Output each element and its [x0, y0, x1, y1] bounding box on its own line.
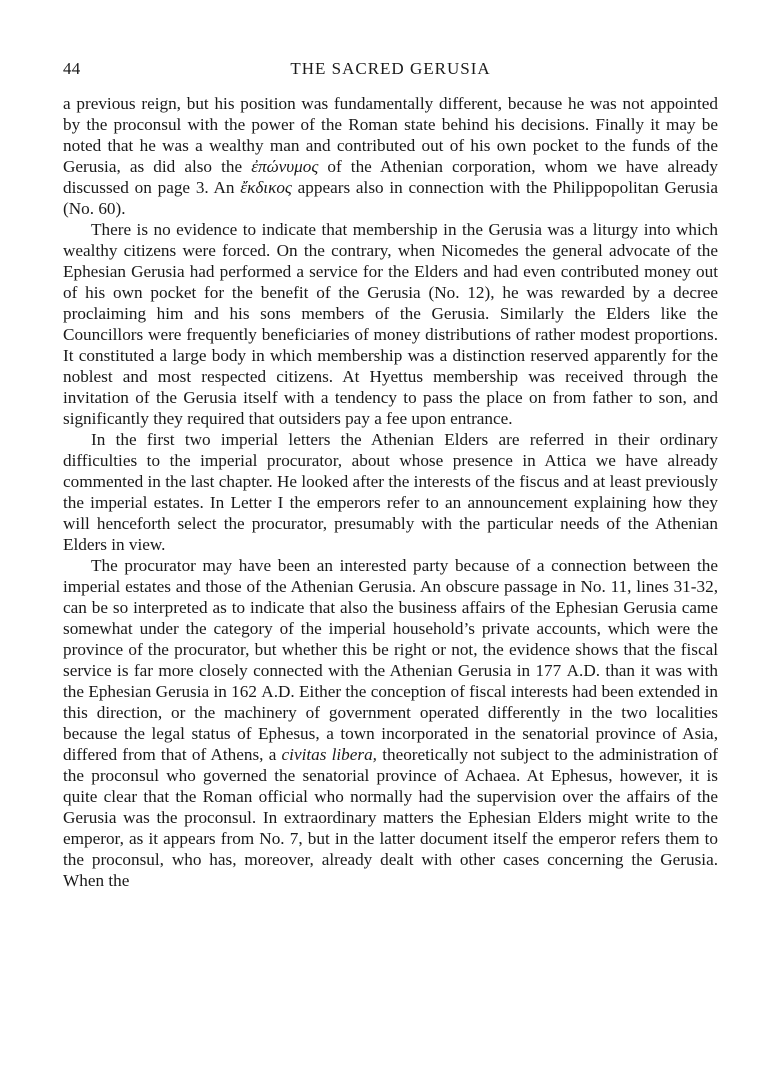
- era-abbreviation: A.D.: [566, 661, 601, 680]
- paragraph-3: In the first two imperial letters the Athenian Elders are referred in their ordinary difficulties to the imperial procurator, about whose presence in Attica we have already commented in the last chapter. He looked after the interests of the fiscus and at least previously the imperial estates. In Letter I the emperors refer to an announcement explaining how they will henceforth select the procurator, presumably with the particular needs of the Athenian Elders in view.: [63, 430, 718, 554]
- paragraph-1: a previous reign, but his position was fundamentally different, because he was not appointed by the proconsul with the power of the Roman state behind his decisions. Finally it may be noted that he was a wealthy man and contributed out of his own pocket to the funds of the Gerusia, as did also the ἐπώνυμος of the Athenian corporation, whom we have already discussed on page 3. An ἔκδικος appears also in connection with the Philippopolitan Gerusia (No. 60).: [63, 94, 718, 218]
- paragraph-4: The procurator may have been an interested party because of a connection between the imperial estates and those of the Athenian Gerusia. An obscure passage in No. 11, lines 31-32, can be so interpreted as to indicate that also the business affairs of the Ephesian Gerusia came somewhat under the category of the imperial household’s private accounts, which were the province of the procurator, but whether this be right or not, the evidence shows that the fiscal service is far more closely connected with the Athenian Gerusia in 177 A.D. than it was with the Ephesian Gerusia in 162 A.D. Either the conception of fiscal interests had been extended in this direction, or the machinery of government operated differently in the two localities because the legal status of Ephesus, a town incorporated in the senatorial province of Asia, differed from that of Athens, a civitas libera, theoretically not subject to the administration of the proconsul who governed the senatorial province of Achaea. At Ephesus, however, it is quite clear that the Roman official who normally had the supervision over the affairs of the Gerusia was the proconsul. In extraordinary matters the Ephesian Elders might write to the emperor, as it appears from No. 7, but in the latter document itself the emperor refers them to the proconsul, who has, moreover, already dealt with other cases concerning the Gerusia. When the: [63, 556, 719, 890]
- greek-term-eponymos: ἐπώνυμος: [251, 157, 319, 176]
- paragraph-2: There is no evidence to indicate that membership in the Gerusia was a liturgy into which wealthy citizens were forced. On the contrary, when Nicomedes the general advocate of the Ephesian Gerusia had performed a service for the Elders and had even contributed money out of his own pocket for the benefit of the Gerusia (No. 12), he was rewarded by a decree proclaiming him and his sons members of the Gerusia. Similarly the Elders like the Councillors were frequently beneficiaries of money distributions of rather modest proportions. It constituted a large body in which membership was a distinction reserved apparently for the noblest and most respected citizens. At Hyettus membership was received through the invitation of the Gerusia itself with a tendency to pass the place on from father to son, and significantly they required that outsiders pay a fee upon entrance.: [63, 220, 718, 428]
- latin-term-civitas-libera: civitas libera,: [281, 745, 377, 764]
- page-header: [63, 59, 718, 83]
- greek-term-ekdikos: ἔκδικος: [240, 178, 292, 197]
- era-abbreviation: A.D.: [261, 682, 295, 701]
- page-number: 44: [63, 59, 81, 78]
- body-text: [63, 93, 718, 891]
- running-title: THE SACRED GERUSIA: [290, 59, 491, 78]
- document-page: [0, 59, 777, 1083]
